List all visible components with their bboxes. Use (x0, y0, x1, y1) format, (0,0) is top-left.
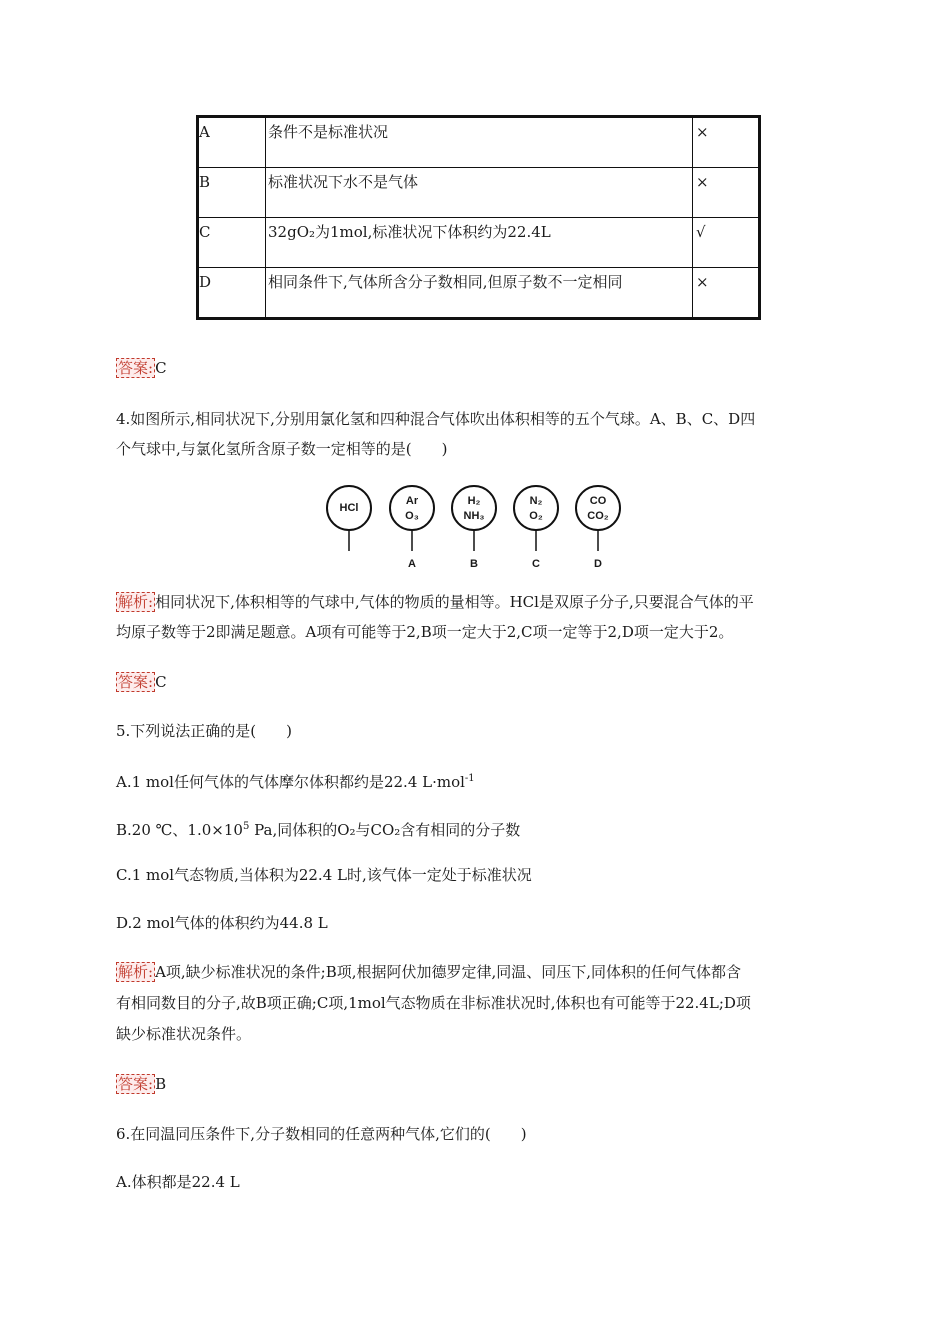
balloon-c-top: N₂ (529, 495, 543, 507)
analysis-tag: 解析: (118, 593, 154, 611)
mark-cell: √ (693, 218, 760, 268)
q5-option-c: C.1 mol气态物质,当体积为22.4 L时,该气体一定处于标准状况 (116, 866, 532, 884)
balloon-a-letter: A (408, 558, 416, 570)
answer-tag: 答案: (118, 1075, 154, 1093)
balloon-b-top: H₂ (467, 495, 481, 507)
q5-option-b (116, 817, 520, 840)
analysis-tag: 解析: (118, 963, 154, 981)
q6-option-a: A.体积都是22.4 L (116, 1173, 240, 1191)
q4-stem-line1: 4.如图所示,相同状况下,分别用氯化氢和四种混合气体吹出体积相等的五个气球。A、B、C、D四 (116, 410, 756, 428)
q4-analysis-line1 (116, 592, 754, 612)
q4-analysis-line2: 均原子数等于2即满足题意。A项有可能等于2,B项一定大于2,C项一定等于2,D项一定大于2。 (116, 623, 734, 641)
option-a-superscript: -1 (464, 773, 475, 784)
judgement-table (196, 115, 761, 320)
balloon-b-letter: B (470, 558, 478, 570)
answer-tag: 答案: (118, 673, 154, 691)
reason-cell: 相同条件下,气体所含分子数相同,但原子数不一定相同 (266, 268, 693, 319)
balloon-d-top: CO (589, 495, 607, 507)
analysis-text: 相同状况下,体积相等的气球中,气体的物质的量相等。HCl是双原子分子,只要混合气体的平 (155, 593, 754, 611)
answer-value: B (155, 1075, 167, 1093)
q5-stem: 5.下列说法正确的是( ) (116, 722, 293, 740)
q4-stem-line2: 个气球中,与氯化氢所含原子数一定相等的是( ) (116, 440, 448, 458)
mark-cell: × (693, 268, 760, 319)
analysis-text: A项,缺少标准状况的条件;B项,根据阿伏加德罗定律,同温、同压下,同体积的任何气体都含 (155, 963, 742, 981)
option-b-superscript: 5 (242, 821, 250, 832)
option-b-post: Pa,同体积的O₂与CO₂含有相同的分子数 (249, 821, 521, 839)
q5-analysis-line3: 缺少标准状况条件。 (116, 1025, 252, 1043)
balloon-hcl (327, 486, 371, 551)
balloon-d-bottom: CO₂ (587, 510, 609, 522)
q5-answer (116, 1074, 166, 1094)
option-cell: D (198, 268, 266, 319)
balloon-a-top: Ar (405, 495, 419, 507)
option-cell: A (198, 117, 266, 168)
q5-analysis-line1 (116, 962, 741, 982)
reason-cell: 标准状况下水不是气体 (266, 168, 693, 218)
balloon-d-letter: D (594, 558, 602, 570)
option-cell: B (198, 168, 266, 218)
option-a-text: A.1 mol任何气体的气体摩尔体积都约是22.4 L·mol (116, 773, 465, 791)
balloon-c-letter: C (532, 558, 540, 570)
balloon-a-bottom: O₃ (405, 510, 419, 522)
mark-cell: × (693, 168, 760, 218)
reason-cell: 32gO₂为1mol,标准状况下体积约为22.4L (266, 218, 693, 268)
mark-cell: × (693, 117, 760, 168)
answer-value: C (155, 673, 167, 691)
option-cell: C (198, 218, 266, 268)
q5-option-d: D.2 mol气体的体积约为44.8 L (116, 914, 328, 932)
option-b-pre: B.20 ℃、1.0×10 (116, 821, 243, 839)
q6-stem: 6.在同温同压条件下,分子数相同的任意两种气体,它们的( ) (116, 1125, 527, 1143)
q5-analysis-line2: 有相同数目的分子,故B项正确;C项,1mol气态物质在非标准状况时,体积也有可能等于22.4L;D项 (116, 994, 751, 1012)
table-row (198, 218, 760, 268)
balloon-c-bottom: O₂ (529, 510, 543, 522)
reason-cell: 条件不是标准状况 (266, 117, 693, 168)
q4-answer (116, 672, 167, 692)
answer-tag: 答案: (118, 359, 154, 377)
table-row (198, 268, 760, 319)
answer-value: C (155, 359, 167, 377)
table-row (198, 117, 760, 168)
balloon-hcl-top: HCl (339, 502, 359, 514)
q5-option-a (116, 769, 475, 792)
q3-answer (116, 358, 167, 378)
table-row (198, 168, 760, 218)
balloon-b-bottom: NH₃ (463, 510, 485, 522)
